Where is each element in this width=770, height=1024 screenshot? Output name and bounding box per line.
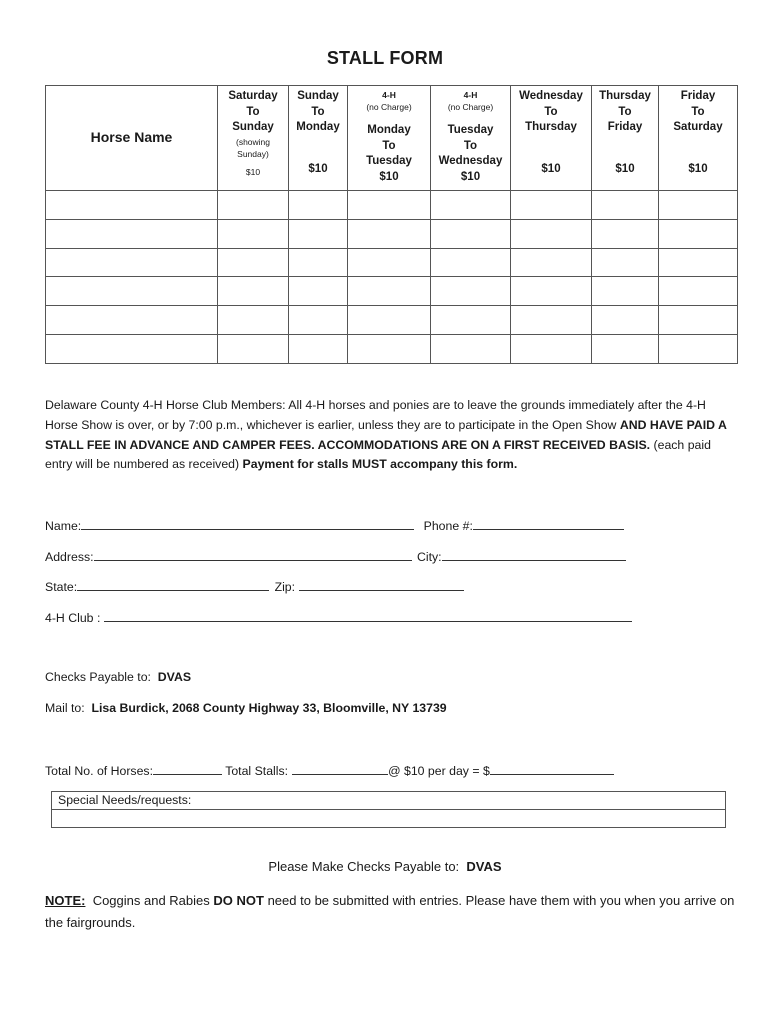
stall-cell[interactable] <box>431 248 511 277</box>
stall-cell[interactable] <box>659 219 738 248</box>
col-sunday-monday: Sunday To Monday $10 <box>289 86 348 191</box>
club-field[interactable] <box>104 609 632 622</box>
table-header-row <box>46 86 738 191</box>
stall-cell[interactable] <box>511 248 592 277</box>
checks-payable-repeat: Please Make Checks Payable to: DVAS <box>268 859 502 874</box>
stall-cell[interactable] <box>289 334 348 363</box>
special-needs-field[interactable] <box>52 810 725 827</box>
totals-row: Total No. of Horses: Total Stalls: @ $10 per day = $ <box>45 762 614 778</box>
special-needs-label: Special Needs/requests: <box>52 792 725 810</box>
stall-cell[interactable] <box>348 219 431 248</box>
table-row <box>46 334 738 363</box>
stall-cell[interactable] <box>218 248 289 277</box>
horse-name-header: Horse Name <box>46 86 218 191</box>
total-amount-field[interactable] <box>490 762 614 775</box>
col-friday-saturday: Friday To Saturday $10 <box>659 86 738 191</box>
stall-rows <box>46 191 738 364</box>
stall-cell[interactable] <box>348 306 431 335</box>
col-saturday-sunday: Saturday To Sunday (showing Sunday) $10 <box>218 86 289 191</box>
stall-cell[interactable] <box>289 248 348 277</box>
stall-cell[interactable] <box>511 219 592 248</box>
horse-name-cell[interactable] <box>46 334 218 363</box>
stall-cell[interactable] <box>659 248 738 277</box>
table-row <box>46 248 738 277</box>
price: $10 <box>379 170 399 183</box>
total-stalls-field[interactable] <box>292 762 388 775</box>
stall-cell[interactable] <box>348 277 431 306</box>
address-row: Address: City: <box>45 548 626 564</box>
mail-to: Mail to: Lisa Burdick, 2068 County Highway 33, Bloomville, NY 13739 <box>45 701 447 715</box>
stall-cell[interactable] <box>218 334 289 363</box>
stall-cell[interactable] <box>592 306 659 335</box>
checks-payable: Checks Payable to: DVAS <box>45 670 192 684</box>
stall-cell[interactable] <box>511 191 592 220</box>
stall-cell[interactable] <box>289 219 348 248</box>
stall-cell[interactable] <box>289 277 348 306</box>
stall-cell[interactable] <box>218 219 289 248</box>
stall-cell[interactable] <box>511 334 592 363</box>
club-row: 4-H Club : <box>45 609 632 625</box>
col-wednesday-thursday: Wednesday To Thursday $10 <box>511 86 592 191</box>
instructions-paragraph: Delaware County 4-H Horse Club Members: All 4-H horses and ponies are to leave the grounds immediately after the 4-H Horse Show is over, or by 7:00 p.m., whichever is earlier, unless they are to participate in the Open Show AND HAVE PAID A STALL FEE IN ADVANCE AND CAMPER FEES. ACCOMMODATIONS ARE ON A FIRST RECEIVED BASIS. (each paid entry will be numbered as received) Payment for stalls MUST accompany this form. <box>45 398 727 472</box>
stall-cell[interactable] <box>511 277 592 306</box>
stall-table <box>45 85 738 364</box>
price: $10 <box>460 170 481 183</box>
price: $10 <box>615 162 635 175</box>
phone-field[interactable] <box>473 517 624 530</box>
stall-cell[interactable] <box>348 191 431 220</box>
horse-name-cell[interactable] <box>46 248 218 277</box>
stall-cell[interactable] <box>431 219 511 248</box>
table-row <box>46 277 738 306</box>
stall-cell[interactable] <box>511 306 592 335</box>
price: $10 <box>245 166 261 177</box>
horse-name-cell[interactable] <box>46 306 218 335</box>
col-monday-tuesday: 4-H (no Charge) Monday To Tuesday $10 <box>348 86 431 191</box>
stall-cell[interactable] <box>348 334 431 363</box>
horse-name-cell[interactable] <box>46 277 218 306</box>
stall-cell[interactable] <box>218 306 289 335</box>
form-title: STALL FORM <box>326 48 444 68</box>
horse-name-cell[interactable] <box>46 219 218 248</box>
state-row: State: Zip: <box>45 578 464 594</box>
note-label: NOTE: <box>45 893 86 908</box>
price: $10 <box>541 162 561 175</box>
stall-cell[interactable] <box>592 219 659 248</box>
special-needs-box <box>51 791 726 828</box>
zip-field[interactable] <box>299 578 464 591</box>
col-tuesday-wednesday: 4-H (no Charge) Tuesday To Wednesday $10 <box>431 86 511 191</box>
stall-cell[interactable] <box>659 306 738 335</box>
price: $10 <box>688 162 708 175</box>
name-row: Name: Phone #: <box>45 517 624 533</box>
stall-cell[interactable] <box>659 277 738 306</box>
stall-cell[interactable] <box>659 334 738 363</box>
name-field[interactable] <box>81 517 414 530</box>
price: $10 <box>308 162 328 175</box>
stall-cell[interactable] <box>592 334 659 363</box>
stall-cell[interactable] <box>218 191 289 220</box>
col-thursday-friday: Thursday To Friday $10 <box>592 86 659 191</box>
stall-cell[interactable] <box>592 191 659 220</box>
table-row <box>46 191 738 220</box>
stall-cell[interactable] <box>348 248 431 277</box>
horse-name-cell[interactable] <box>46 191 218 220</box>
table-row <box>46 306 738 335</box>
stall-cell[interactable] <box>659 191 738 220</box>
state-field[interactable] <box>77 578 269 591</box>
address-field[interactable] <box>94 548 412 561</box>
table-row <box>46 219 738 248</box>
stall-cell[interactable] <box>431 277 511 306</box>
note-paragraph: NOTE: Coggins and Rabies DO NOT need to be submitted with entries. Please have them with you when you arrive on the fairgrounds. <box>45 893 735 930</box>
total-horses-field[interactable] <box>153 762 222 775</box>
stall-cell[interactable] <box>289 306 348 335</box>
stall-cell[interactable] <box>431 191 511 220</box>
stall-cell[interactable] <box>218 277 289 306</box>
city-field[interactable] <box>442 548 626 561</box>
stall-cell[interactable] <box>431 334 511 363</box>
stall-cell[interactable] <box>431 306 511 335</box>
stall-cell[interactable] <box>592 277 659 306</box>
stall-cell[interactable] <box>289 191 348 220</box>
stall-cell[interactable] <box>592 248 659 277</box>
